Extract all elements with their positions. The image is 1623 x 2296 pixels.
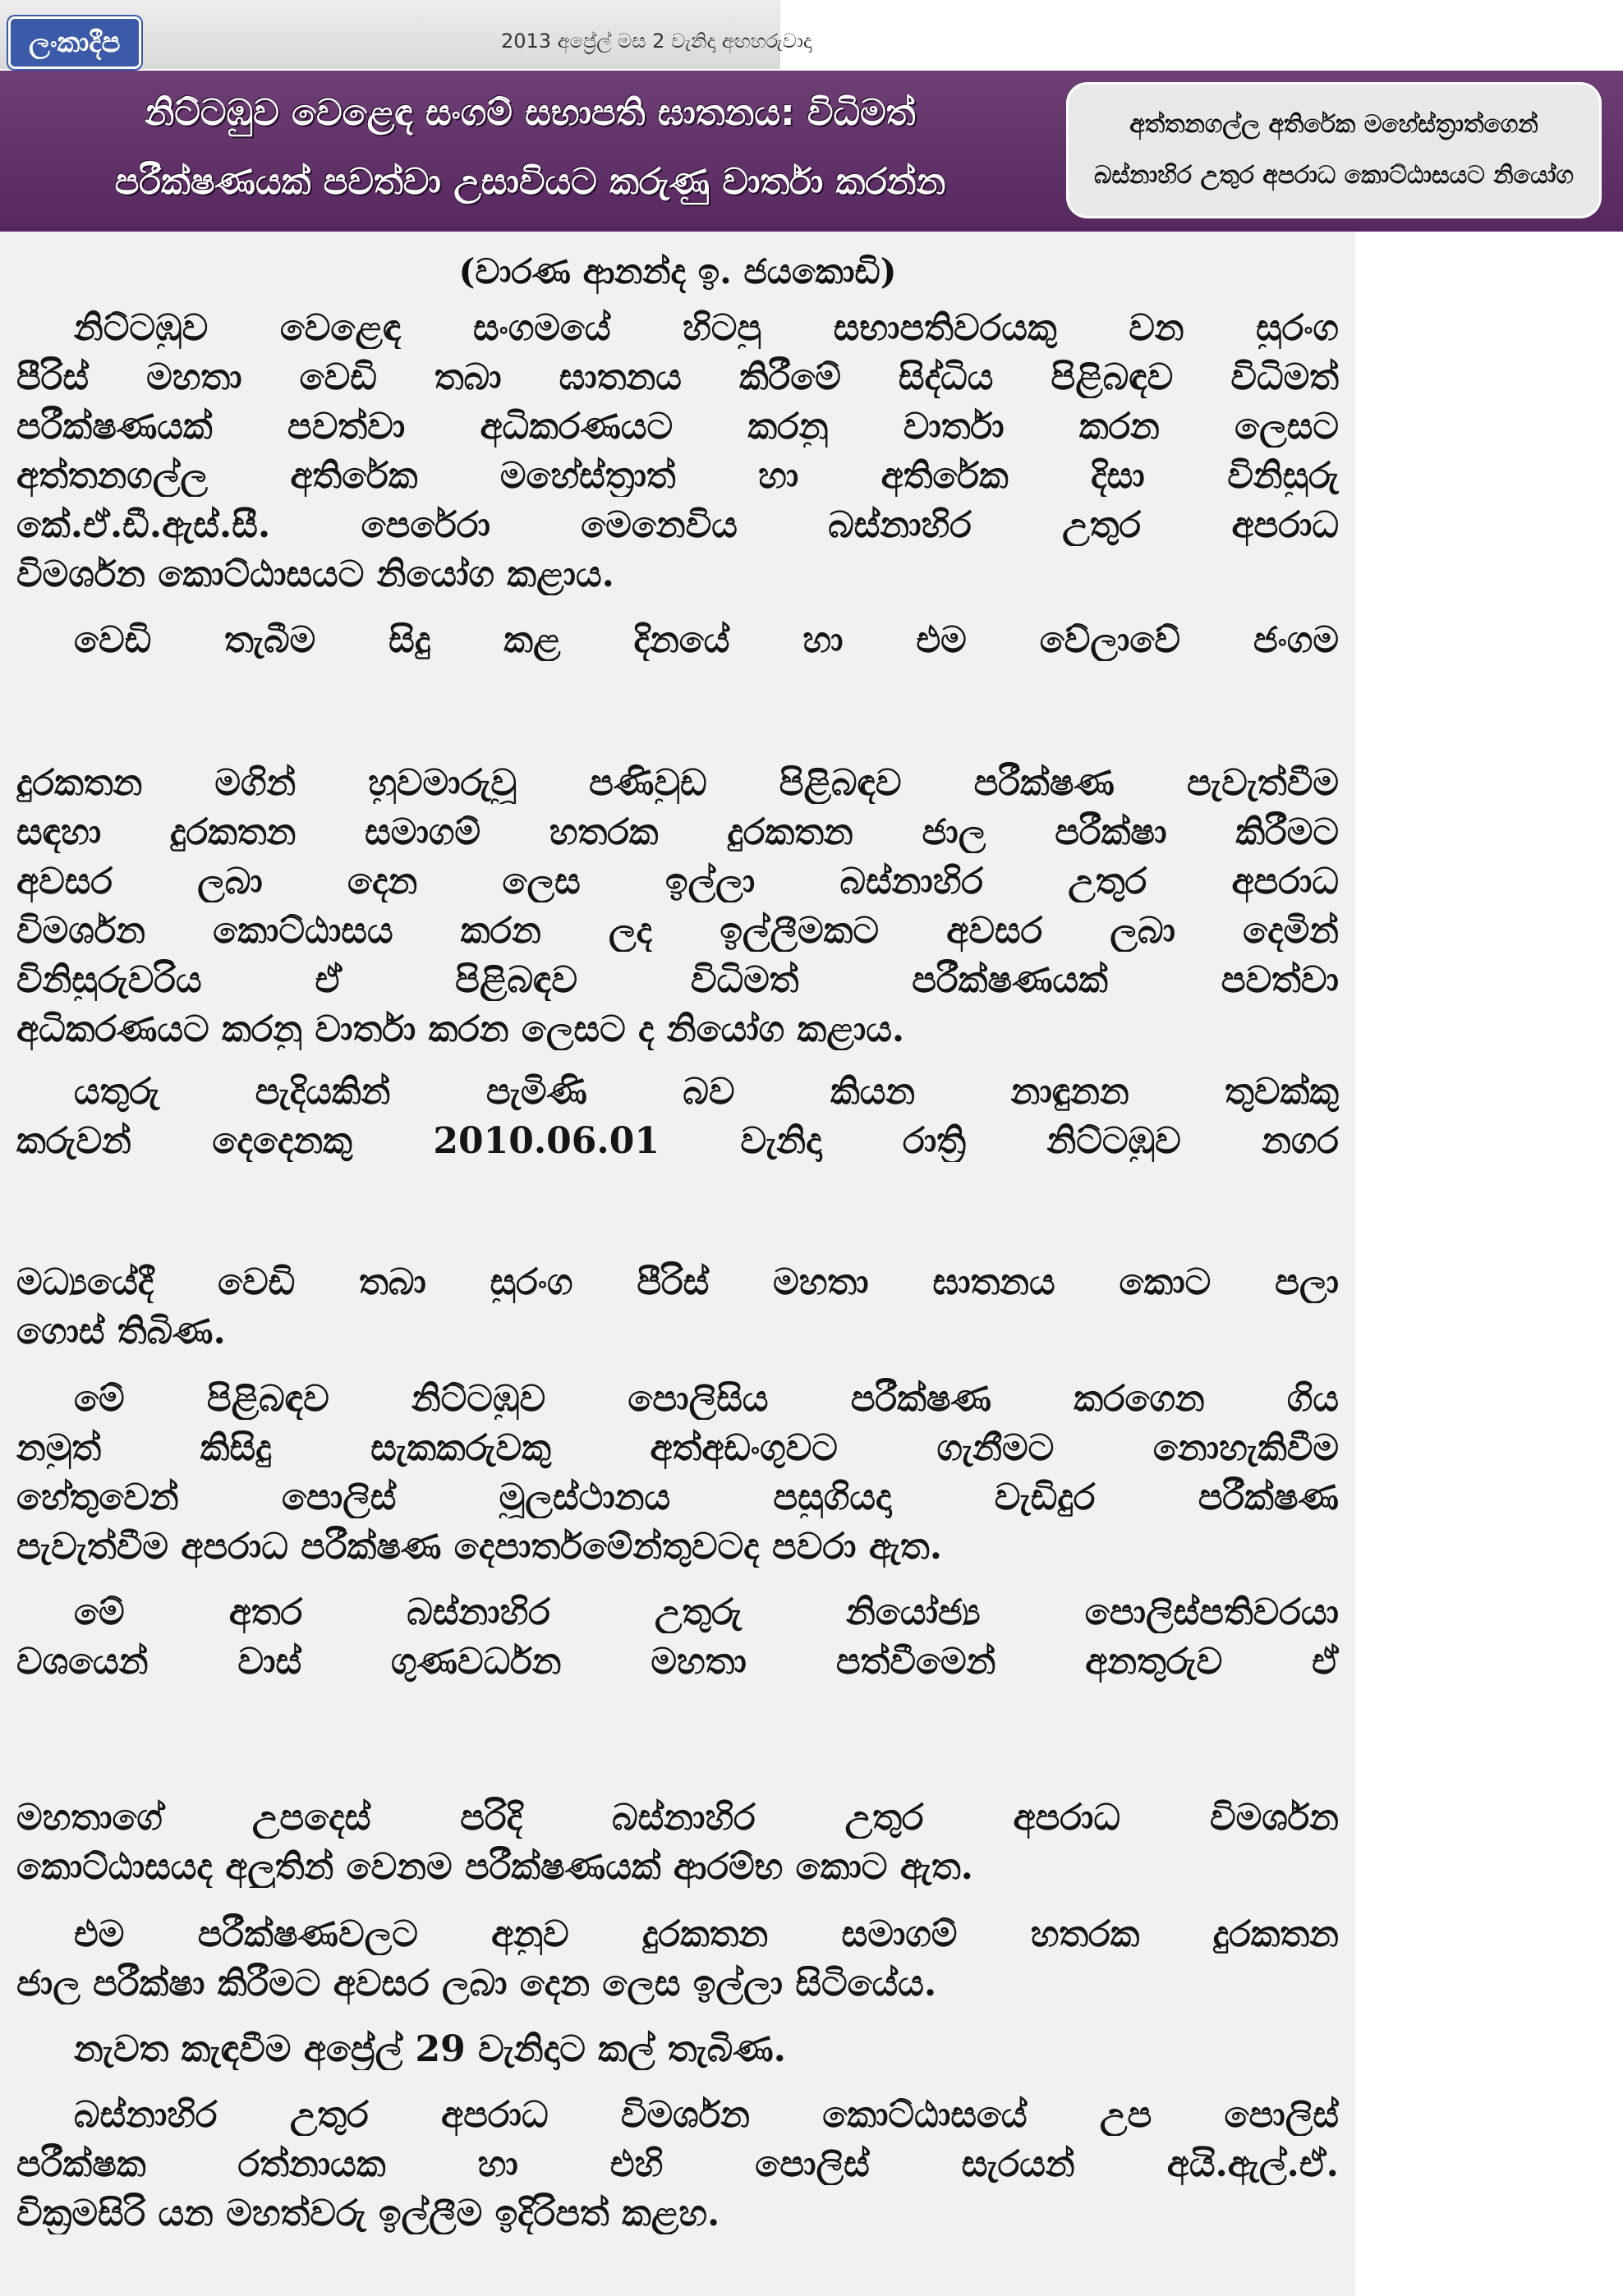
subheadline-line-1: අත්තනගල්ල අතිරේක මහේස්ත්‍රාත්ගෙන්	[1129, 110, 1538, 139]
article-line: විනිසුරුවරිය ඒ පිළිබඳව විධිමත් පරීක්ෂණයක් පවත්වා	[16, 959, 1339, 1001]
byline: (වාරණ ආනන්ද ඉ. ජයකොඩි)	[458, 251, 897, 292]
article-line: ජාල පරීක්ෂා කිරීමට අවසර ලබා දෙන ලෙස ඉල්ලා සිටියේය.	[16, 1963, 937, 2004]
edition-date: 2013 අප්‍රේල් මස 2 වැනිදා අඟහරුවාදා	[501, 30, 812, 53]
article-line: නමුත් කිසිදු සැකකරුවකු අත්අඩංගුවට ගැනීමට නොහැකිවීම	[16, 1427, 1339, 1469]
article-line: මේ පිළිබඳව නිට්ටඹුව පොලිසිය පරීක්ෂණ කරගෙන ගිය	[74, 1378, 1339, 1420]
headline-banner	[0, 71, 1623, 232]
article-line: සඳහා දුරකතන සමාගම් හතරක දුරකතන ජාල පරීක්ෂා කිරීමට	[16, 811, 1339, 853]
article-line: පීරිස් මහතා වෙඩි තබා ඝාතනය කිරීමේ සිද්ධිය පිළිබඳව විධිමත්	[16, 356, 1339, 398]
headline	[15, 79, 1046, 217]
article-line: පරීක්ෂණයක් පවත්වා අධිකරණයට කරනු වාර්තා කරන ලෙසට	[16, 406, 1339, 448]
article-line: යතුරු පැදියකින් පැමිණි බව කියන නාඳුනන තුවක්කු	[74, 1071, 1339, 1113]
article-line: අත්තනගල්ල අතිරේක මහේස්ත්‍රාත් හා අතිරේක දිසා විනිසුරු	[16, 455, 1339, 497]
article-line: ගොස් තිබිණ.	[16, 1311, 226, 1352]
subheadline-line-2: බස්නාහිර උතුර අපරාධ කොට්ඨාසයට නියෝග	[1094, 161, 1574, 190]
subheadline-box	[1066, 82, 1602, 218]
article-line: අවසර ලබා දෙන ලෙස ඉල්ලා බස්නාහිර උතුර අපරාධ	[16, 861, 1339, 902]
article-line: වික්‍රමසිරි යන මහත්වරු ඉල්ලීම ඉදිරිපත් කළහ.	[16, 2193, 720, 2234]
article-line: මධ්‍යයේදී වෙඩි තබා සුරංග පීරිස් මහතා ඝාතනය කොට පලා	[16, 1261, 1339, 1303]
article-line: කේ.ඒ.ඩී.ඇස්.සී. පෙරේරා මෙනෙවිය බස්නාහිර උතුර අපරාධ	[16, 504, 1339, 546]
article-line: පැවැත්වීම අපරාධ පරීක්ෂණ දෙපාර්තමේන්තුවටද පවරා ඇත.	[16, 1526, 943, 1568]
article-line: මේ අතර බස්නාහිර උතුරු නියෝජ්‍ය පොලිස්පතිවරයා	[74, 1591, 1339, 1633]
article-line: මහතාගේ උපදෙස් පරිදි බස්නාහිර උතුර අපරාධ විමර්ශන	[16, 1797, 1339, 1839]
article-line: වෙඩි තැබීම සිදු කළ දිනයේ හා එම වේලාවේ ජංගම	[74, 619, 1339, 661]
article-line: කොට්ඨාසයද අලුතින් වෙනම පරීක්ෂණයක් ආරම්භ කොට ඇත.	[16, 1846, 973, 1888]
article-line: අධිකරණයට කරනු වාර්තා කරන ලෙසට ද නියෝග කළාය.	[16, 1008, 905, 1050]
article-line: හේතුවෙන් පොලිස් මූලස්ථානය පසුගියදා වැඩිදුර පරීක්ෂණ	[16, 1476, 1339, 1518]
newspaper-logo: ලංකාදීප	[8, 16, 141, 69]
article-line: පරීක්ෂක රත්නායක හා එහි පොලිස් සැරයන් අයි.ඇල්.ඒ.	[16, 2143, 1339, 2185]
masthead	[0, 0, 812, 69]
article-line: එම පරීක්ෂණවලට අනුව දුරකතන සමාගම් හතරක දුරකතන	[74, 1913, 1339, 1955]
article-line: වශයෙන් වාස් ගුණවර්ධන මහතා පත්වීමෙන් අනතුරුව ඒ	[16, 1641, 1339, 1683]
article-line: නිට්ටඹුව වෙළෙඳ සංගමයේ හිටපු සභාපතිවරයකු වන සුරංග	[74, 307, 1339, 349]
article-line: විමර්ශන කොට්ඨාසයට නියෝග කළාය.	[16, 553, 614, 595]
article-line: බස්නාහිර උතුර අපරාධ විමර්ශන කොට්ඨාසයේ උප පොලිස්	[74, 2094, 1339, 2136]
article-line: කරුවන් දෙදෙනකු 2010.06.01 වැනිදා රාත්‍රි නිට්ටඹුව නගර	[16, 1120, 1339, 1162]
article-line: නැවත කැඳවීම අප්‍රේල් 29 වැනිදාට කල් තැබිණ.	[74, 2028, 786, 2070]
article-line: විමර්ශන කොට්ඨාසය කරන ලද ඉල්ලීමකට අවසර ලබා දෙමින්	[16, 910, 1339, 952]
headline-line-2: පරීක්ෂණයක් පවත්වා උසාවියට කරුණු වාර්තා කරන්න	[114, 161, 946, 203]
article-line: දුරකතන මගින් හුවමාරුවූ පණිවුඩ පිළිබඳව පරීක්ෂණ පැවැත්වීම	[16, 762, 1339, 804]
headline-line-1: නිට්ටඹුව වෙළෙඳ සංගම් සභාපති ඝාතනය: විධිමත්	[145, 92, 916, 134]
article-body	[0, 232, 1355, 2296]
